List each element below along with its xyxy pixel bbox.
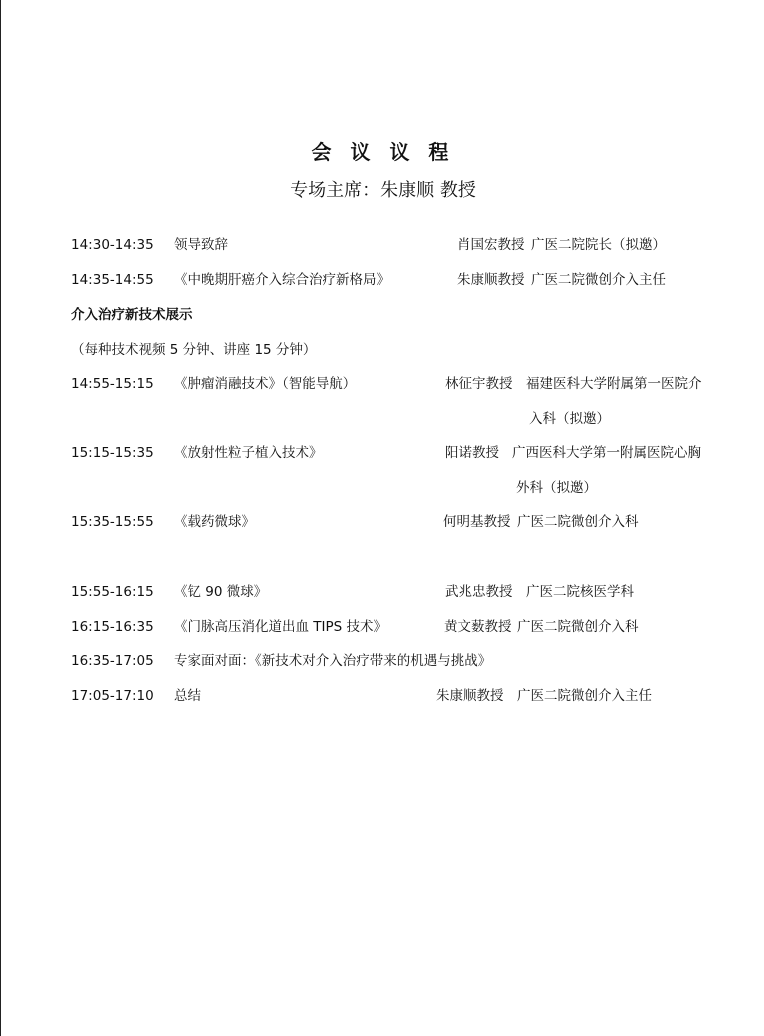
agenda-affiliation: 广医二院微创介入主任: [517, 688, 652, 704]
agenda-time: 15:55-16:15: [71, 584, 154, 600]
page-title: 会 议 议 程: [311, 140, 455, 164]
agenda-time: 16:15-16:35: [71, 619, 154, 635]
section-heading: 介入治疗新技术展示: [71, 307, 193, 323]
agenda-topic: 《载药微球》: [174, 514, 255, 530]
agenda-speaker: 黄文薮教授: [444, 619, 512, 635]
agenda-topic: 《中晚期肝癌介入综合治疗新格局》: [174, 272, 390, 288]
agenda-affiliation: 广医二院核医学科: [526, 584, 634, 600]
agenda-speaker: 肖国宏教授: [457, 237, 525, 253]
agenda-affiliation-continued: 入科（拟邀）: [529, 411, 610, 427]
session-chair: 专场主席：朱康顺 教授: [290, 180, 476, 201]
agenda-topic: 专家面对面：《新技术对介入治疗带来的机遇与挑战》: [174, 653, 492, 669]
agenda-speaker: 朱康顺教授: [436, 688, 504, 704]
agenda-time: 15:35-15:55: [71, 514, 154, 530]
agenda-topic: 领导致辞: [174, 237, 228, 253]
agenda-topic: 《门脉高压消化道出血 TIPS 技术》: [174, 619, 388, 635]
agenda-topic: 《钇 90 微球》: [174, 584, 268, 600]
agenda-affiliation: 广西医科大学第一附属医院心胸: [512, 445, 701, 461]
agenda-topic: 总结: [174, 688, 201, 704]
agenda-time: 16:35-17:05: [71, 653, 154, 669]
agenda-time: 14:30-14:35: [71, 237, 154, 253]
agenda-topic: 《放射性粒子植入技术》: [174, 445, 323, 461]
agenda-affiliation: 广医二院微创介入科: [517, 619, 639, 635]
agenda-time: 15:15-15:35: [71, 445, 154, 461]
agenda-time: 17:05-17:10: [71, 688, 154, 704]
agenda-affiliation: 广医二院微创介入主任: [531, 272, 666, 288]
agenda-speaker: 阳诺教授: [445, 445, 499, 461]
agenda-topic: 《肿瘤消融技术》（智能导航）: [174, 376, 357, 392]
agenda-time: 14:35-14:55: [71, 272, 154, 288]
agenda-speaker: 林征宇教授: [445, 376, 513, 392]
agenda-speaker: 何明基教授: [443, 514, 511, 530]
agenda-speaker: 朱康顺教授: [457, 272, 525, 288]
agenda-affiliation: 广医二院微创介入科: [517, 514, 639, 530]
agenda-speaker: 武兆忠教授: [445, 584, 513, 600]
agenda-time: 14:55-15:15: [71, 376, 154, 392]
agenda-affiliation-continued: 外科（拟邀）: [516, 480, 597, 496]
agenda-affiliation: 福建医科大学附属第一医院介: [526, 376, 702, 392]
section-note: （每种技术视频 5 分钟、讲座 15 分钟）: [71, 342, 317, 358]
agenda-affiliation: 广医二院院长（拟邀）: [531, 237, 666, 253]
